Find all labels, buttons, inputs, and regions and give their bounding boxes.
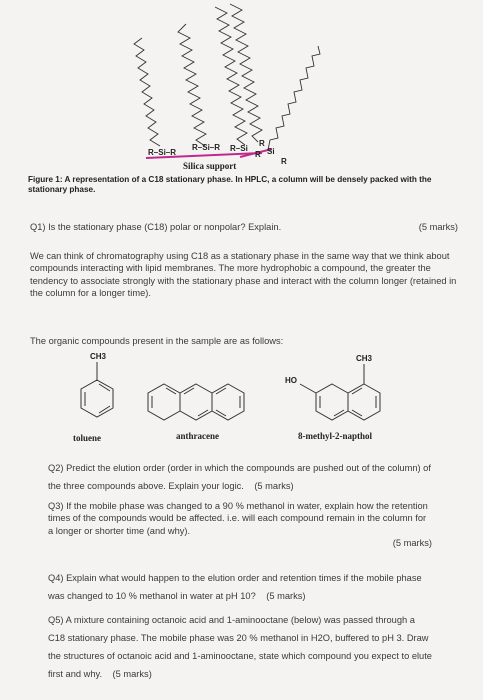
c18-figure [130,0,350,172]
toluene-methyl-label: CH3 [90,352,107,361]
figure-caption: Figure 1: A representation of a C18 stationary phase. In HPLC, a column will be densely packed with the stationary phase. [28,175,432,194]
anthracene-structure [148,384,244,420]
explanation-paragraph: We can think of chromatography using C18 as a stationary phase in the same way that we think about compounds interacting with lipid membranes. The more hydrophobic a compound, the greater the tendency to associate strongly with the stationary phase and interact with the column longer (retained in the column for a longer time). [30,251,457,299]
alkyl-chain-2 [178,24,206,146]
question-1-text: Q1) Is the stationary phase (C18) polar or nonpolar? Explain. [30,222,282,232]
question-5-marks: (5 marks) [112,669,152,679]
question-3-marks: (5 marks) [392,538,432,549]
toluene-structure [81,362,113,417]
chain-label: R [255,150,261,159]
question-4-text: Q4) Explain what would happen to the elution order and retention times if the mobile phase was changed to 10 % methanol in water at pH 10? [48,573,422,601]
chain-label: Si [267,147,275,156]
question-5 [48,610,432,682]
question-4 [48,568,432,604]
chain-label: R–Si–R [148,148,177,157]
alkyl-chain-5 [268,46,320,150]
question-1-marks: (5 marks) [418,222,458,232]
chain-label: R [259,139,265,148]
question-2-marks: (5 marks) [254,481,294,491]
organic-intro: The organic compounds present in the sample are as follows: [30,336,284,346]
chain-label: R–Si–R [192,143,221,152]
question-5-text: Q5) A mixture containing octanoic acid and 1-aminooctane (below) was passed through a C18 stationary phase. The mobile phase was 20 % methanol in H2O, buffered to pH 3. Draw the structures of octanoic acid and 1-aminooctane, state which compound you expect to elute first and why. [48,615,432,679]
toluene-label: toluene [73,433,101,443]
silica-support-label: Silica support [183,161,237,171]
anthracene-label: anthracene [176,431,219,441]
question-4-marks: (5 marks) [266,591,306,601]
naphthol-methyl-label: CH3 [356,354,373,363]
question-3 [48,500,432,550]
question-2 [48,458,432,494]
chain-label: R [281,157,287,166]
alkyl-chain-1 [134,38,160,146]
naphthol-label: 8-methyl-2-napthol [298,431,372,441]
naphthol-hydroxyl-label: HO [285,376,297,385]
question-3-text: Q3) If the mobile phase was changed to a 90 % methanol in water, explain how the retention times of the compounds would be affected. i.e. will each compound remain in the column for a longer or shorter time (and why). [48,501,428,536]
alkyl-chain-4 [230,4,262,142]
chain-label: R–Si [230,144,248,153]
question-1 [30,221,458,233]
question-2-text: Q2) Predict the elution order (order in which the compounds are pushed out of the column) of the three compounds above. Explain your logic. [48,463,431,491]
naphthol-structure [300,364,380,420]
